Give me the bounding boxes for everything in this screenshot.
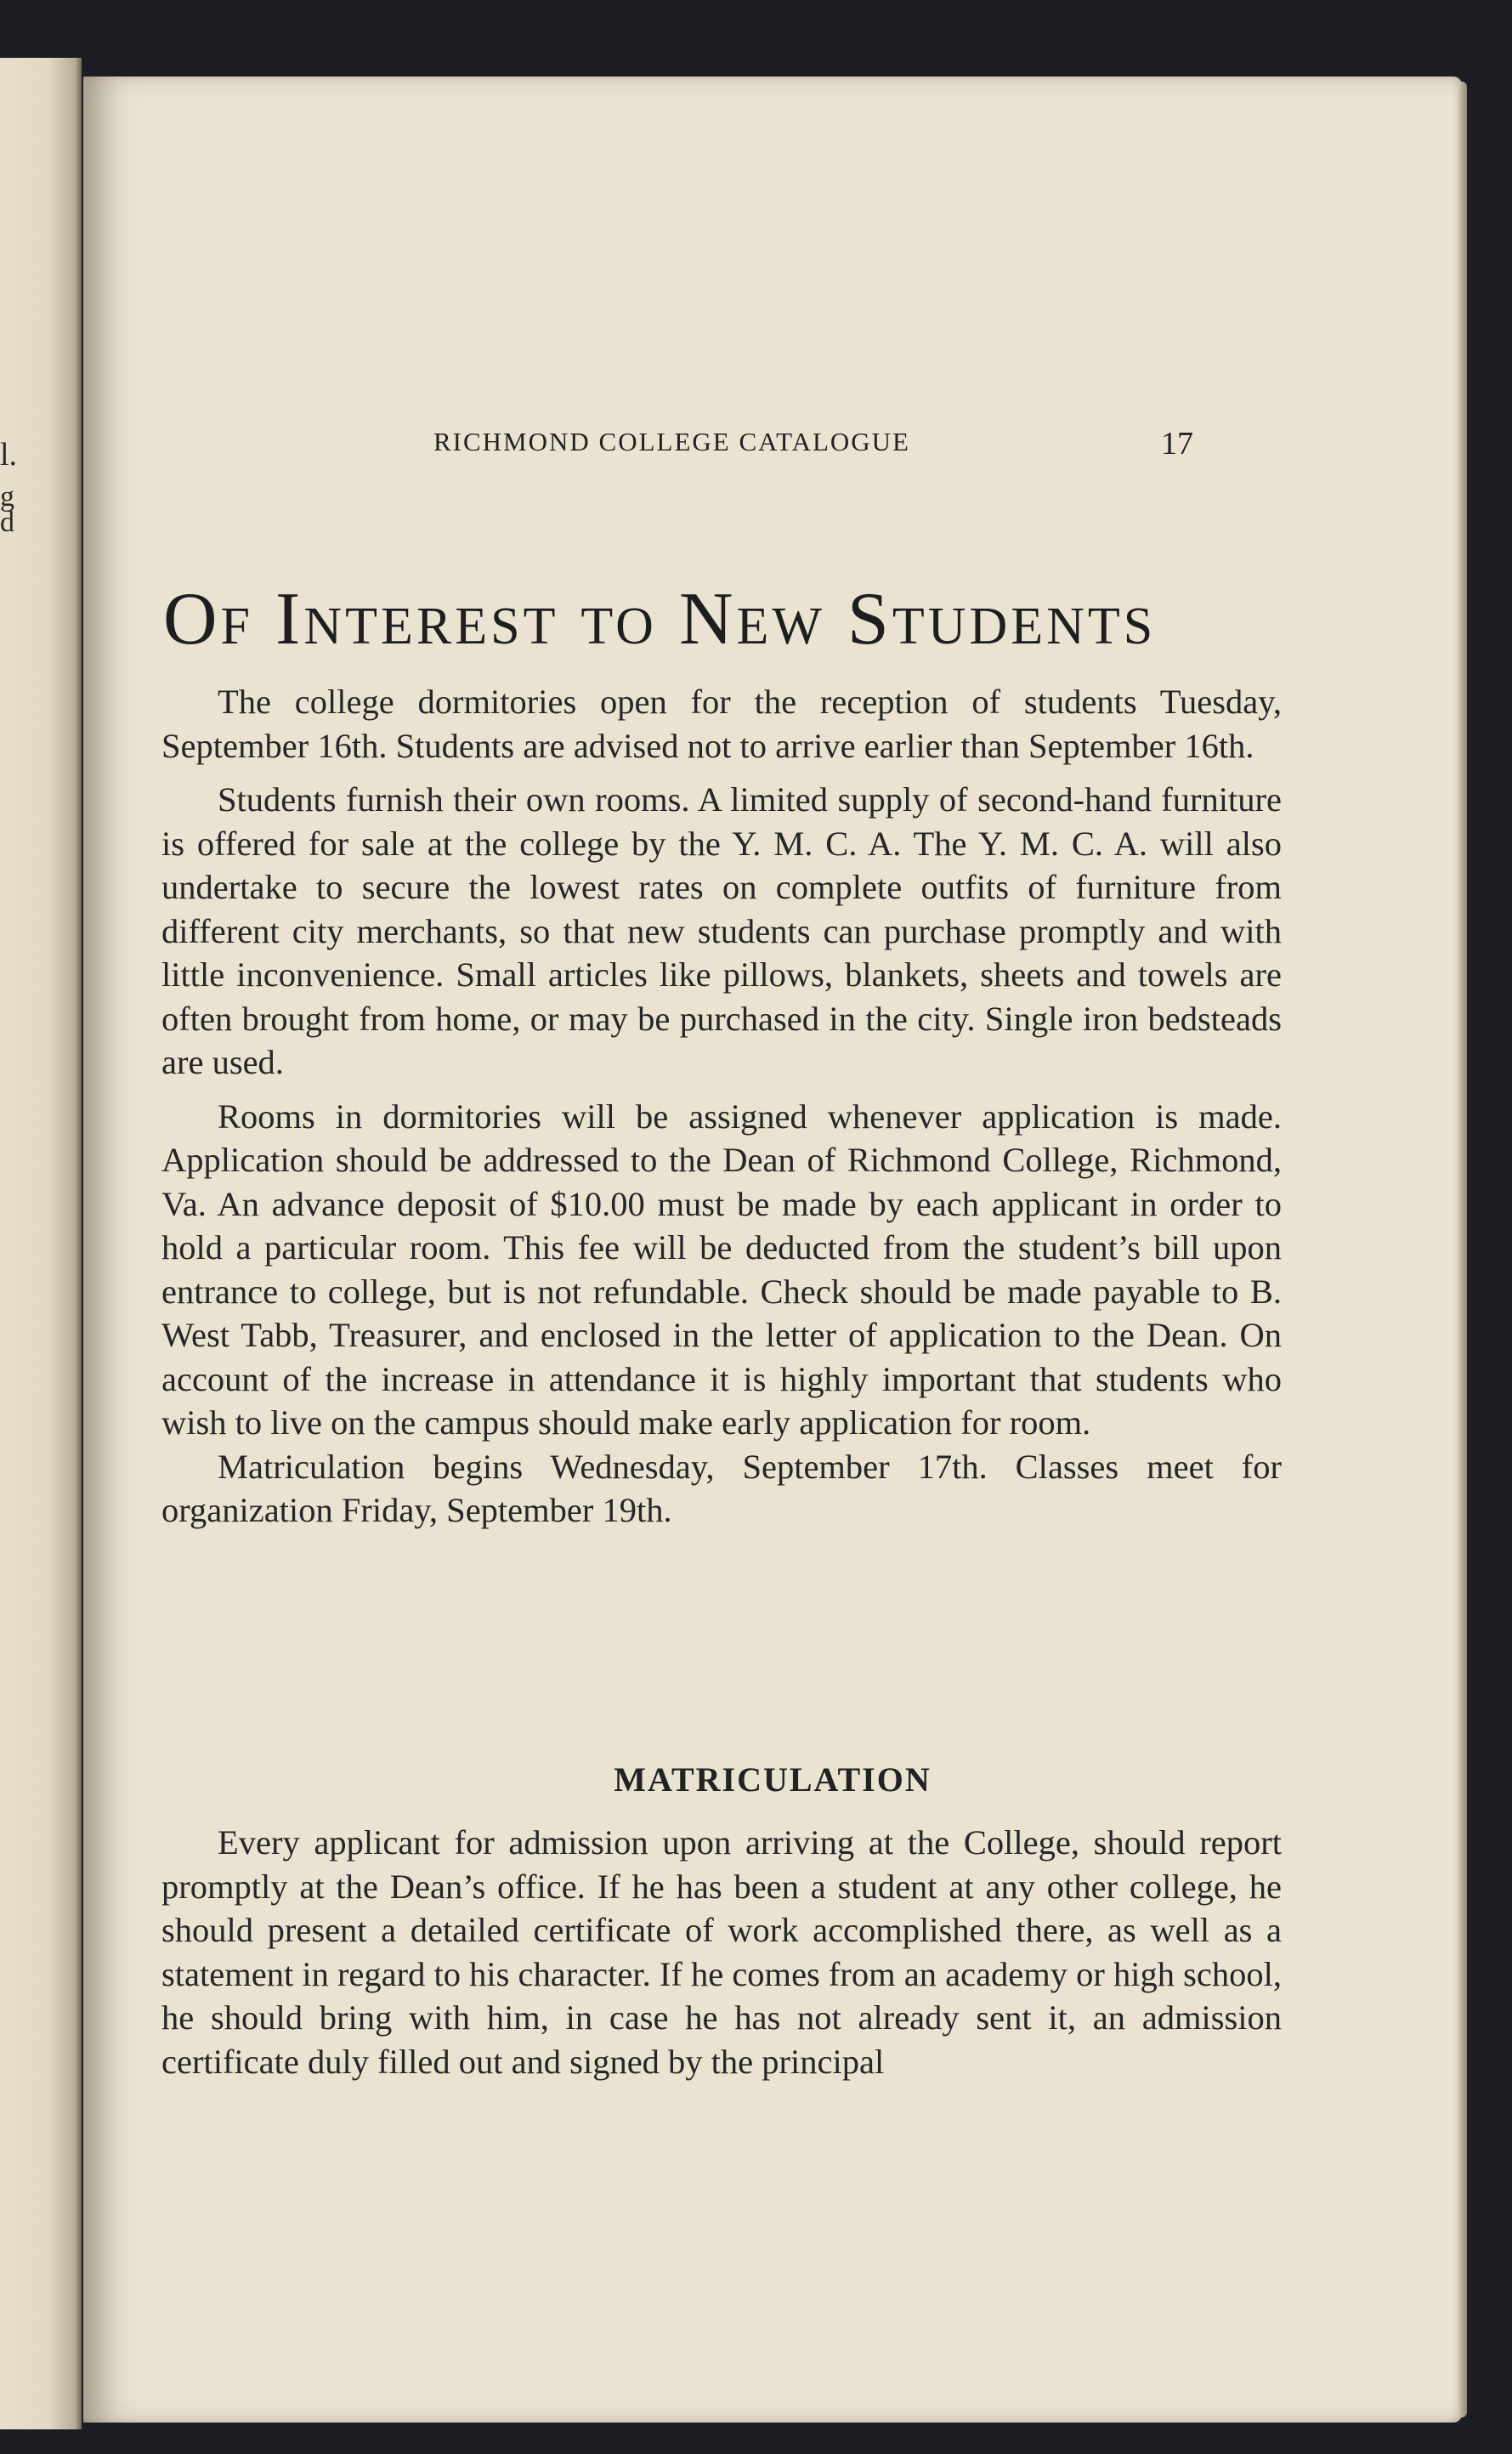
article-title: Of Interest to New Students [163,578,1157,660]
running-title: RICHMOND COLLEGE CATALOGUE [433,427,910,456]
running-head [83,427,1462,461]
paragraph-matriculation-dates: Matriculation begins Wednesday, September 17th. Classes meet for organization Friday, September 19th. [161,1447,1282,1529]
facing-page-fragment: d [0,507,14,538]
paragraph-furnishing: Students furnish their own rooms. A limited supply of second-hand furniture is offered for sale at the college by the Y. M. C. A. The Y. M. C. A. will also undertake to secure the lowest rates on complete outfits of furniture from different city merchants, so that new students can purchase promptly and with little inconvenience. Small articles like pillows, blankets, sheets and towels are often brought from home, or may be purchased in the city. Single iron bedsteads are used. [161,780,1282,1081]
page-edge [1458,82,1467,2417]
facing-page-edge [0,58,82,2429]
facing-page-fragment: l. [0,437,18,473]
matriculation-body [161,1821,1282,2083]
article-body [161,680,1282,1533]
paragraph-opening-dates: The college dormitories open for the reception of students Tuesday, September 16th. Students are advised not to arrive earlier than September 16th. [161,683,1282,765]
paragraph-room-assignment: Rooms in dormitories will be assigned whenever application is made. Application should be addressed to the Dean of Richmond College, Richmond, Va. An advance deposit of $10.00 must be made by each applicant in order to hold a particular room. This fee will be deducted from the student’s bill upon entrance to college, but is not refundable. Check should be made payable to B. West Tabb, Treasurer, and enclosed in the letter of application to the Dean. On account of the increase in attendance it is highly important that students who wish to live on the campus should make early application for room. [161,1097,1282,1442]
paragraph-matriculation: Every applicant for admission upon arriving at the College, should report promptly at the Dean’s office. If he has been a student at any other college, he should present a detailed certificate of work accomplished there, as well as a statement in regard to his character. If he comes from an academy or high school, he should bring with him, in case he has not already sent it, an admission certificate duly filled out and signed by the principal [161,1823,1283,2081]
facing-page-fragment: g [0,481,14,513]
catalogue-page [83,77,1462,2423]
matriculation-heading: MATRICULATION [614,1760,932,1799]
page-number: 17 [1161,426,1193,462]
